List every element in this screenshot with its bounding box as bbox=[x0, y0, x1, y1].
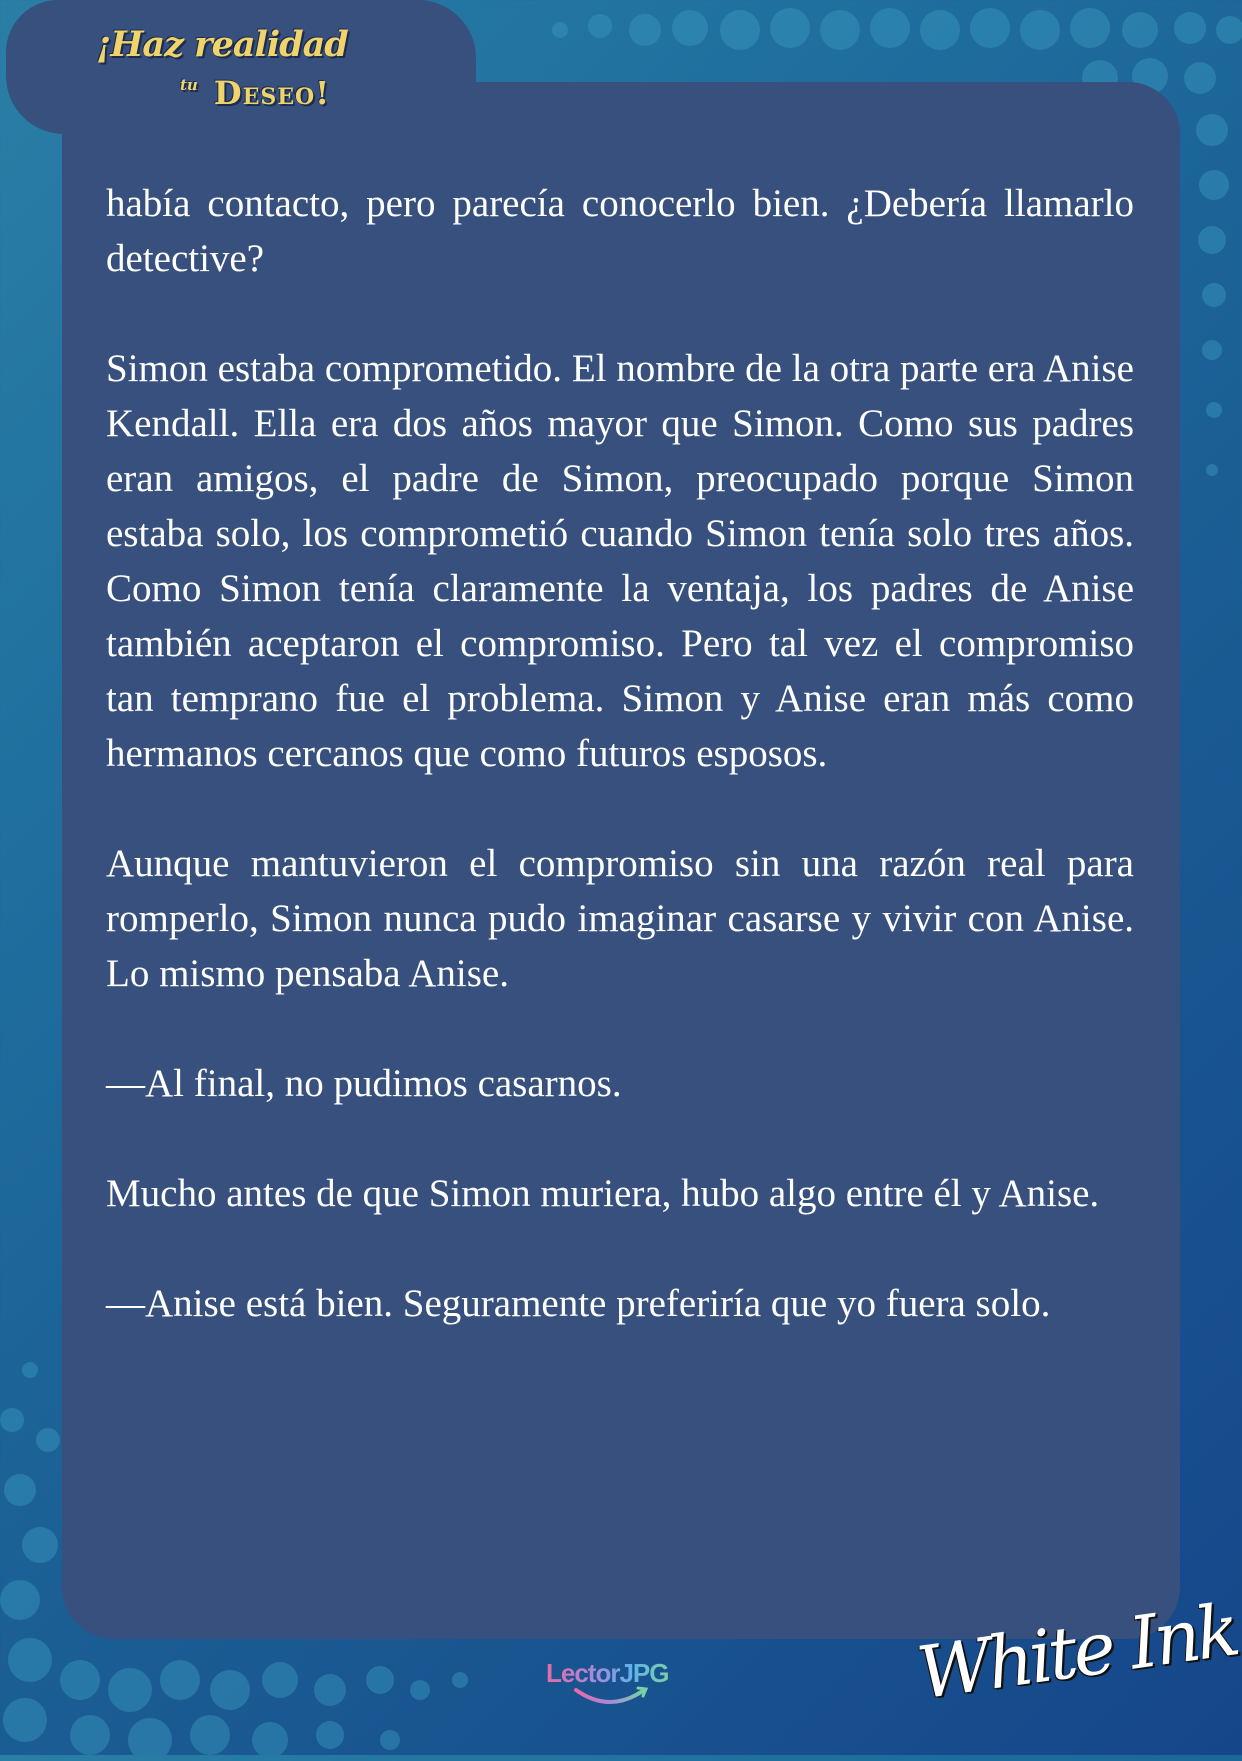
white-ink-signature: White Ink bbox=[912, 1587, 1242, 1716]
paragraph: había contacto, pero parecía conocerlo bien. ¿Debería llamarlo detective? bbox=[106, 182, 1134, 280]
logo-line-2 bbox=[180, 74, 330, 112]
logo-line-1: ¡Haz realidad bbox=[96, 24, 348, 65]
smile-arc-icon bbox=[570, 1684, 670, 1714]
story-text bbox=[106, 176, 1134, 1386]
paragraph: Aunque mantuvieron el compromiso sin una razón real para romperlo, Simon nunca pudo imaginar casarse y vivir con Anise. Lo mismo pensaba Anise. bbox=[106, 842, 1134, 995]
logo-line-2-main: Deseo! bbox=[213, 74, 331, 112]
site-logo bbox=[96, 20, 376, 120]
paragraph: —Al final, no pudimos casarnos. bbox=[106, 1062, 622, 1105]
paragraph: —Anise está bien. Seguramente preferiría que yo fuera solo. bbox=[106, 1282, 1051, 1325]
watermark-text: LectorJPG bbox=[546, 1658, 669, 1688]
paragraph: Mucho antes de que Simon muriera, hubo algo entre él y Anise. bbox=[106, 1172, 1100, 1215]
paragraph: Simon estaba comprometido. El nombre de la otra parte era Anise Kendall. Ella era dos años mayor que Simon. Como sus padres eran amigos, el padre de Simon, preocupado porque Simon estaba solo, los comprometió cuando Simon tenía solo tres años. Como Simon tenía claramente la ventaja, los padres de Anise también aceptaron el compromiso. Pero tal vez el compromiso tan temprano fue el problema. Simon y Anise eran más como hermanos cercanos que como futuros esposos. bbox=[106, 347, 1134, 775]
lectorjpg-watermark bbox=[546, 1658, 696, 1728]
logo-line-2-small: tu bbox=[180, 76, 198, 94]
